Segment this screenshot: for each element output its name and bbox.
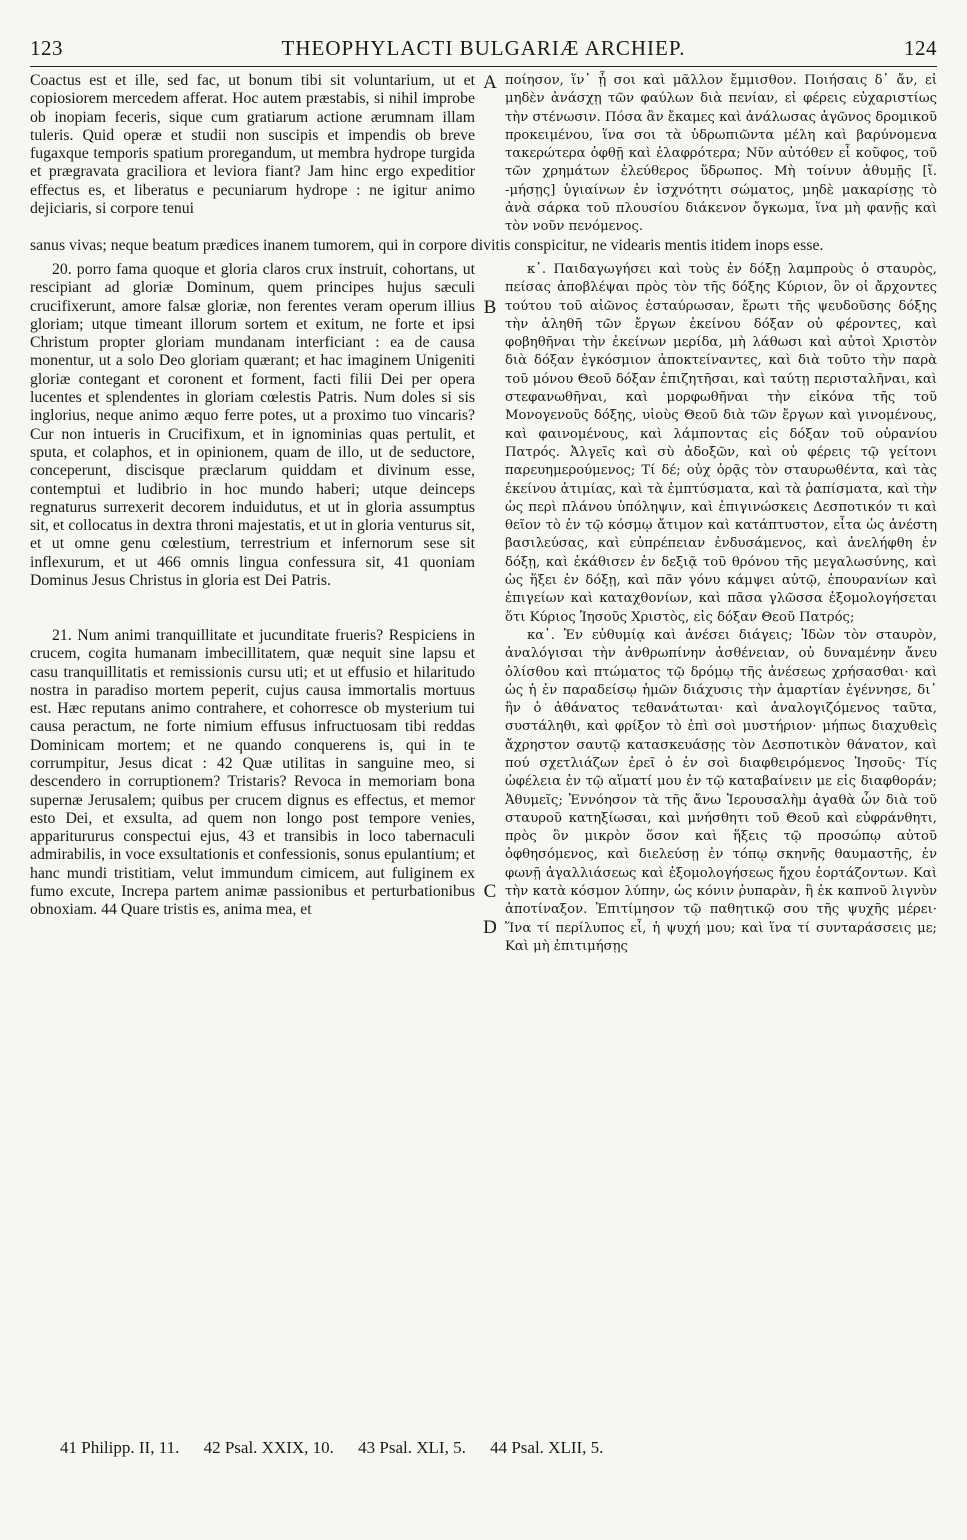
footnote-44: 44 Psal. XLII, 5. bbox=[490, 1438, 604, 1457]
greek-column-c: κα᾽. Ἐν εὐθυμίᾳ καὶ ἀνέσει διάγεις; Ἰδὼν τὸν σταυρὸν, ἀναλόγισαι τὴν ἀνθρωπίνην ἀσθένειαν, οὐ δυναμένην ἄνευ ὀλίσθου καὶ πτώματος τῷ δρόμῳ τῆς ἀνέσεως χρήσασθαι· καὶ ὡς ἡ ἐν παραδείσῳ ἡμῶν διάχυσις τὴν ἁμαρτίαν ἐγέννησε, δι᾽ ἣν ὁ ἀθάνατος τεθανάτωται· καὶ ἀναλογιζόμενος ταῦτα, συστάληθι, καὶ φρίξον τὸ ἐπὶ σοὶ μυστήριον· μήπως διαχυθεὶς ἄχρηστον σαυτῷ κατασκευάσῃς τὸν Δεσποτικὸν θάνατον, καὶ πού σχετλιάζων ἐρεῖ ὁ ἐν σοὶ διαφθειρόμενος Ἰησοῦς· Τίς ὠφέλεια ἐν τῷ αἵματί μου ἐν τῷ καταβαίνειν με εἰς διαφθοράν; Ἀθυμεῖς; Ἐννόησον τὰ τῆς ἄνω Ἱερουσαλὴμ ἀγαθὰ ὧν διὰ τοῦ σταυροῦ κατηξίωσαι, καὶ μνήσθητι τοῦ Θεοῦ καὶ εὐφράνθητι, πρὸς ὃν μικρὸν ὅσον καὶ ἥξεις τῷ προσώπῳ αὐτοῦ ὀφθησόμενος, καὶ διελεύσῃ ἐν τόπῳ σκηνῆς θαυμαστῆς, ἐν φωνῇ ἀγαλλιάσεως καὶ ἐξομολογήσεως ἤχου ἑορτάζοντων. Καὶ τὴν κατὰ κόσμον λύπην, ὡς κόνιν ῥυπαρὰν, ἢ ἐκ καπνοῦ λιγνὺν ἀποτίναξον. Ἐπιτίμησον τῷ παθητικῷ σου τῆς ψυχῆς μέρει· Ἵνα τί περίλυπος εἶ, ἡ ψυχή μου; καὶ ἵνα τί συνταράσσεις με; Καὶ μὴ ἐπιτιμήσῃς bbox=[505, 627, 937, 954]
margin-marker-b: B bbox=[483, 296, 497, 318]
latin-column-a: Coactus est et ille, sed fac, ut bonum tibi sit voluntarium, ut et copiosiorem mercedem afferat. Hoc autem præstabis, si nihil improbe ob inopiam feceris, sique cum gratiarum actione ærumnam illam tuleris. Quid operæ et studii non suscipis et impendis ob breve fugaxque temporis spatium proregandum, ut membra hydrope turgida et prægravata graciliora et leviora fiant? Jam hinc ergo expeditior effectus es, et liberatus e pecuniarum hydrope : ne igitur animo dejiciaris, si corpore tenui bbox=[30, 72, 475, 218]
left-page-number: 123 bbox=[30, 36, 63, 60]
header-rule bbox=[30, 66, 937, 67]
right-page-number: 124 bbox=[904, 36, 937, 60]
margin-marker-c: C bbox=[483, 880, 497, 902]
page-body bbox=[30, 72, 937, 1440]
footnote-42: 42 Psal. XXIX, 10. bbox=[203, 1438, 334, 1457]
latin-column-b: 20. porro fama quoque et gloria claros crux instruit, cohortans, ut rescipiant ad gloriæ Dominum, quem principes hujus sæculi crucifixerunt, amore falsæ gloriæ, non ferentes veram operum illius gloriam; utque timeant illorum sortem et exitum, ne forte et ipsi Christum propter gloriam mundanam interficiant : ea de causa monentur, ut a solo Deo gloriam quærant; et hac imaginem Unigeniti gloriæ contegant et coronent et forment, facti filii Dei per opera lucentes et splendentes in gloriam cœlestis Patris. Num doles si sis inglorius, neque animo æquo ferre potes, ut a proximo tuo vincaris? Cur non intueris in Crucifixum, et in ignominias quas pertulit, et sputa, et colaphos, et in opinionem, quam de illo, ut de seductore, conceperunt, discisque præclarum quiddam et divinum esse, contemptui et ludibrio in hoc mundo haberi; utque deinceps regnaturus surrexerit decorem induidutus, et ut in gloria assumptus sit, et collocatus in dextra throni majestatis, et ut in gloria venturus sit, et ut omne genu cœlestium, terrestrium et infernorum sese sit inflexurum, et ut 466 omnis lingua confessura sit, 41 quoniam Dominus Jesus Christus in gloria est Dei Patris. bbox=[30, 260, 475, 590]
margin-marker-d: D bbox=[483, 916, 497, 938]
footnote-41: 41 Philipp. II, 11. bbox=[60, 1438, 180, 1457]
page-header bbox=[30, 36, 937, 64]
footnote-43: 43 Psal. XLI, 5. bbox=[358, 1438, 466, 1457]
margin-c bbox=[475, 627, 505, 956]
margin-a bbox=[475, 72, 505, 237]
margin-b bbox=[475, 261, 505, 902]
greek-column-a: ποίησον, ἵν᾽ ᾖ σοι καὶ μᾶλλον ἔμμισθον. Ποιήσαις δ᾽ ἄν, εἰ μηδὲν ἀνάσχῃ τῶν φαύλων διὰ πενίαν, εἰ φέρεις εὐχαριστίως τὴν στένωσιν. Πόσα ἂν ἔκαμες καὶ ἀνάλωσας ἀγῶνος δρομικοῦ προκειμένου, ἵνα σοι τὰ ὑδρωπιῶντα μέλη καὶ βαρύνομενα τακερώτερα ὀφθῇ καὶ ἐλαφρότερα; Νῦν αὐτόθεν εἶ κοῦφος, τοῦ τῶν χρημάτων ἐλεύθερος ὕδρωπος. Μὴ τοίνυν ἀθυμῇς [ἴ. -μήσῃς] ὑγιαίνων ἐν ἰσχνότητι σώματος, μηδὲ μακαρίσῃς τὸ ἀνὰ σάρκα τοῦ πλουσίου διάκενον ὄγκωμα, ἵνα μὴ φανῇς καὶ τὸν νοῦν πενόμενος. bbox=[505, 73, 937, 235]
margin-marker-a: A bbox=[483, 72, 497, 93]
section-a bbox=[30, 72, 937, 237]
greek-column-b: κ᾽. Παιδαγωγήσει καὶ τοὺς ἐν δόξῃ λαμπροὺς ὁ σταυρὸς, πείσας ἀποβλέψαι πρὸς τὸν τῆς δόξης Κύριον, ὃν οἱ ἄρχοντες τούτου τοῦ αἰῶνος ἐσταύρωσαν, ἔρωτι τῆς ψευδοῦσης δόξης τὴν ἀληθῆ τῶν ἔργων ἐκείνου δόξαν οὐ φέροντες, καὶ φοβηθῆναι τὴν ἐκείνων μερίδα, μὴ λάθωσι καὶ αὐτοὶ Χριστὸν διὰ δόξαν ἐγκόσμιον ἀποκτείναντες, καὶ διὰ τοῦτο τὴν παρὰ τοῦ μόνου Θεοῦ δόξαν ἐπιζητῆσαι, καὶ ταύτῃ περισταλῆναι, καὶ στεφανωθῆναι, καὶ μορφωθῆναι τὴν εἰκόνα τῆς τοῦ Μονογενοῦς δόξης, υἱοὺς Θεοῦ διὰ τῶν ἔργων καὶ γινομένους, καὶ φαινομένους, καὶ λάμποντας εἰς δόξαν τοῦ οὐρανίου Πατρός. Ἀλγεῖς καὶ σὺ ἀδοξῶν, καὶ οὐ φέρεις τῷ γείτονι παρευημερούμενος; Τί δέ; οὐχ ὁρᾷς τὸν σταυρωθέντα, καὶ τὰς ἐκείνου ἀτιμίας, καὶ τὰ ἐμπτύσματα, καὶ τὰ ῥαπίσματα, καὶ τὴν ὡς περὶ πλάνου ὑπόληψιν, καὶ ἐπιγινώσκεις Δεσποτικόν τι καὶ θεῖον τὸ ἐν τῷ κόσμῳ ἄτιμον καὶ κατάπτυστον, εἶτα ὡς ἀνέστη βασιλεύσας, καὶ εὐπρέπειαν ἐνδυσάμενος, καὶ ἀνελήφθη ἐν δόξῃ, καὶ ἐκάθισεν ἐν δεξιᾷ τοῦ θρόνου τῆς μεγαλωσύνης, καὶ ὡς ἥξει ἐν δόξῃ, καὶ πᾶν γόνυ κάμψει αὐτῷ, ἐπουρανίων καὶ ἐπιγείων καὶ καταχθονίων, καὶ πᾶσα γλῶσσα ἐξομολογήσεται ὅτι Κύριος Ἰησοῦς Χριστὸς, εἰς δόξαν Θεοῦ Πατρός; bbox=[505, 261, 937, 625]
latin-column-c: 21. Num animi tranquillitate et jucunditate frueris? Respiciens in crucem, cogita humanam imbecillitatem, quæ nequit sine lapsu et casu tranquillitatis et remissionis cursu uti; et ut effusio et hilaritudo nostra in paradiso mortem peperit, cujus causa immortalis mortuus est. Hæc reputans animo contrahere, et cohorresce ob mysterium tui causa peractum, ne forte nimium effusus infructuosam tibi reddas Dominicam mortem; et ne quando conquerens is, qui in te corrumpitur, Jesus dicat : 42 Quæ utilitas in sanguine meo, si descendero in corruptionem? Tristaris? Revoca in memoriam bona supernæ Jerusalem; quibus per crucem dignus es effectus, et memor esto Dei, et exsulta, ad quem non longo post tempore venies, apparitururus conspectui ejus, 43 et transibis in loco tabernaculi admirabilis, in voce exsultationis et confessionis, sonus epulantium; et hanc mundi tristitiam, velut immundum cimicem, aut fuliginem ex fumo excute, Increpa partem animæ passionibus et perturbationibus obnoxiam. 44 Quare tristis es, anima mea, et bbox=[30, 626, 475, 919]
running-title: THEOPHYLACTI BULGARIÆ ARCHIEP. bbox=[281, 36, 686, 60]
section-c bbox=[30, 627, 937, 956]
spanning-text: sanus vivas; neque beatum prædices inanem tumorem, qui in corpore divitis conspicitur, ne videaris mentis itidem inops esse. bbox=[30, 236, 824, 254]
footnotes bbox=[60, 1438, 937, 1458]
